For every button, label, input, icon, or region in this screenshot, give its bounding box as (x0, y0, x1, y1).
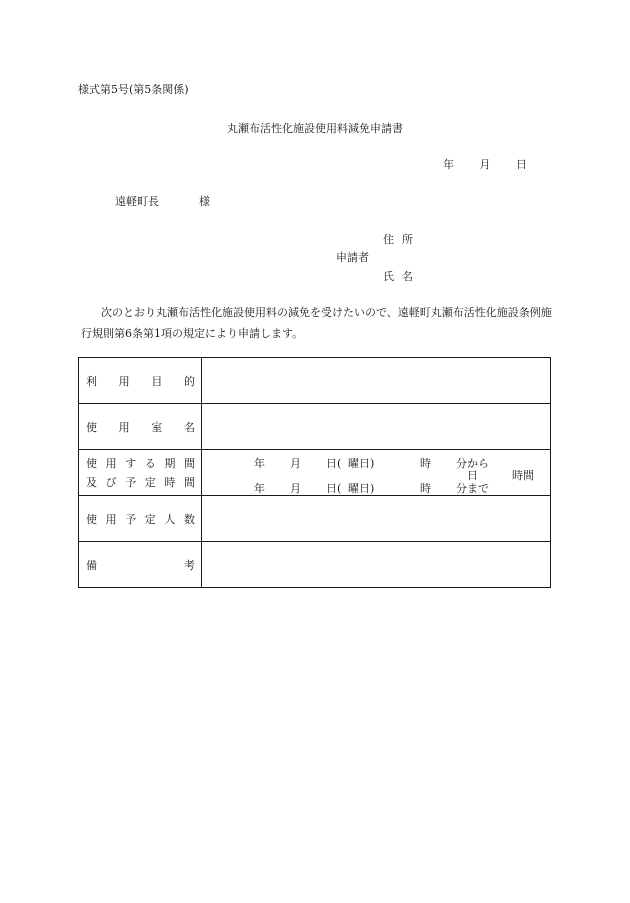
date-day-label: 日 (516, 158, 527, 171)
body-text: 次のとおり丸瀬布活性化施設使用料の減免を受けたいので、遠軽町丸瀬布活性化施設条例施行規則第6条第1項の規定により申請します。 (81, 306, 552, 340)
purpose-label-char: 的 (183, 374, 195, 388)
purpose-field[interactable] (202, 358, 551, 404)
start-day-label: 日( (326, 457, 342, 470)
start-hour-label: 時 (420, 457, 431, 470)
period-label-char: る (144, 457, 156, 470)
period-label-char: 時 (164, 476, 176, 489)
room-label (79, 404, 202, 450)
room-row (79, 404, 551, 450)
remarks-label (79, 542, 202, 588)
form-number: 様式第5号(第5条関係) (78, 83, 189, 96)
room-label-char: 室 (151, 420, 163, 434)
total-hours-label: 時間 (512, 469, 534, 482)
people-label-char: 数 (183, 512, 195, 526)
period-label-char: 定 (144, 476, 156, 489)
date-line (443, 156, 527, 172)
start-weekday-label: 曜日) (348, 457, 375, 470)
end-minute-label: 分まで (456, 482, 489, 495)
end-year-label: 年 (254, 482, 265, 495)
purpose-label-char: 目 (151, 374, 163, 388)
start-minute-label: 分から (456, 457, 489, 470)
purpose-label (79, 358, 202, 404)
purpose-label-char: 利 (86, 374, 97, 388)
period-row (79, 450, 551, 496)
addressee-suffix: 様 (199, 195, 210, 208)
applicant-label: 申請者 (336, 251, 369, 264)
period-label (79, 450, 202, 496)
document-title: 丸瀬布活性化施設使用料減免申請書 (227, 122, 403, 135)
period-field[interactable] (202, 450, 551, 496)
people-label-char: 予 (125, 512, 137, 526)
period-label-char: 間 (183, 476, 195, 489)
date-month-label: 月 (479, 158, 491, 171)
period-end-line (254, 480, 489, 496)
room-field[interactable] (202, 404, 551, 450)
period-label-char: す (125, 457, 137, 470)
application-table (78, 357, 551, 588)
remarks-row (79, 542, 551, 588)
total-days-label: 日 (467, 469, 478, 482)
people-row (79, 496, 551, 542)
end-hour-label: 時 (420, 482, 431, 495)
purpose-label-char: 用 (118, 374, 130, 388)
period-start-line (254, 455, 489, 471)
date-year-label: 年 (443, 158, 454, 171)
people-label-char: 人 (164, 512, 176, 526)
period-label-char: 用 (105, 457, 117, 470)
room-label-char: 名 (183, 420, 195, 434)
start-month-label: 月 (290, 457, 301, 470)
remarks-label-char: 考 (184, 558, 195, 572)
room-label-char: 用 (118, 420, 130, 434)
period-label-char: 使 (86, 457, 97, 470)
period-label-char: 及 (86, 476, 97, 489)
addressee (115, 193, 210, 209)
room-label-char: 使 (86, 420, 97, 434)
end-day-label: 日( (326, 482, 342, 495)
address-label: 住所 (383, 233, 421, 246)
people-label-char: 用 (105, 512, 117, 526)
remarks-field[interactable] (202, 542, 551, 588)
people-label (79, 496, 202, 542)
period-label-char: 予 (125, 476, 137, 489)
people-label-char: 使 (86, 512, 97, 526)
name-label: 氏名 (383, 270, 421, 283)
period-label-char: び (105, 476, 117, 489)
purpose-row (79, 358, 551, 404)
end-weekday-label: 曜日) (348, 482, 375, 495)
people-field[interactable] (202, 496, 551, 542)
period-label-char: 期 (164, 457, 176, 470)
period-label-char: 間 (183, 457, 195, 470)
addressee-name: 遠軽町長 (115, 195, 159, 208)
remarks-label-char: 備 (86, 558, 97, 572)
start-year-label: 年 (254, 457, 265, 470)
people-label-char: 定 (144, 512, 156, 526)
end-month-label: 月 (290, 482, 301, 495)
